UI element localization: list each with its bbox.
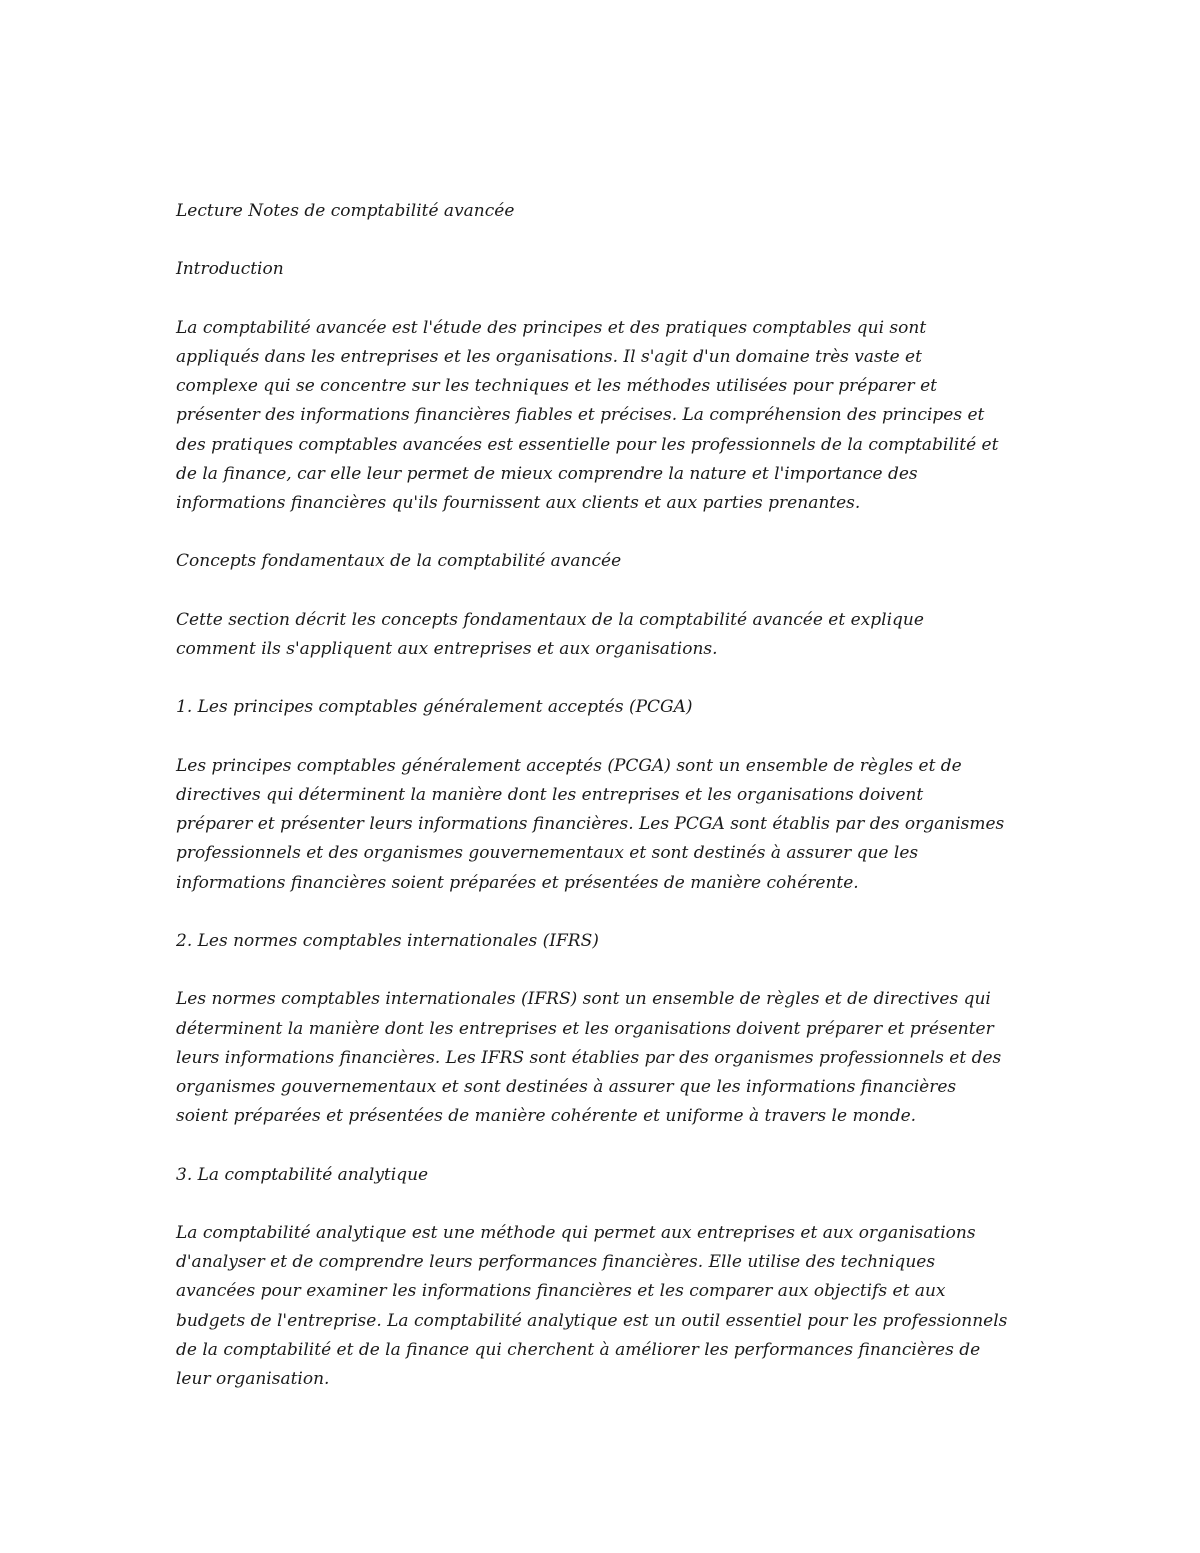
text-line: professionnels et des organismes gouvernementaux et sont destinés à assurer que les (176, 843, 919, 864)
section3-heading: 3. La comptabilité analytique (176, 1164, 429, 1185)
text-line: de la comptabilité et de la finance qui cherchent à améliorer les performances financières de (176, 1339, 981, 1360)
text-line: soient préparées et présentées de manière cohérente et uniforme à travers le monde. (176, 1106, 917, 1127)
text-line: Les principes comptables généralement acceptés (PCGA) sont un ensemble de règles et de (176, 755, 962, 776)
text-line: avancées pour examiner les informations financières et les comparer aux objectifs et aux (176, 1281, 946, 1302)
section3-paragraph (176, 1219, 1036, 1394)
text-line: comment ils s'appliquent aux entreprises et aux organisations. (176, 638, 718, 659)
section2-heading: 2. Les normes comptables internationales (IFRS) (176, 930, 599, 951)
text-line: leurs informations financières. Les IFRS sont établies par des organismes professionnels et des (176, 1047, 1002, 1068)
text-line: d'analyser et de comprendre leurs performances financières. Elle utilise des techniques (176, 1252, 936, 1273)
text-line: présenter des informations financières fiables et précises. La compréhension des principes et (176, 405, 985, 426)
text-line: appliqués dans les entreprises et les organisations. Il s'agit d'un domaine très vaste et (176, 346, 922, 367)
text-line: des pratiques comptables avancées est essentielle pour les professionnels de la comptabilité et (176, 434, 999, 455)
text-line: organismes gouvernementaux et sont destinées à assurer que les informations financières (176, 1076, 957, 1097)
section1-heading: 1. Les principes comptables généralement acceptés (PCGA) (176, 697, 693, 718)
text-line: leur organisation. (176, 1368, 330, 1389)
document-title: Lecture Notes de comptabilité avancée (176, 201, 515, 221)
text-line: complexe qui se concentre sur les techniques et les méthodes utilisées pour préparer et (176, 376, 937, 397)
text-line: de la finance, car elle leur permet de mieux comprendre la nature et l'importance des (176, 463, 918, 484)
intro-paragraph (176, 314, 1036, 518)
text-line: Les normes comptables internationales (IFRS) sont un ensemble de règles et de directives qui (176, 989, 991, 1010)
text-line: budgets de l'entreprise. La comptabilité analytique est un outil essentiel pour les professionnels (176, 1310, 1008, 1331)
text-line: informations financières qu'ils fournissent aux clients et aux parties prenantes. (176, 493, 861, 513)
text-line: déterminent la manière dont les entreprises et les organisations doivent préparer et présenter (176, 1018, 994, 1039)
text-line: directives qui déterminent la manière dont les entreprises et les organisations doivent (176, 784, 924, 805)
section1-paragraph (176, 752, 1036, 898)
text-line: informations financières soient préparées et présentées de manière cohérente. (176, 872, 859, 893)
text-line: La comptabilité avancée est l'étude des principes et des pratiques comptables qui sont (176, 317, 927, 338)
intro-heading: Introduction (176, 259, 284, 280)
text-line: La comptabilité analytique est une méthode qui permet aux entreprises et aux organisations (176, 1222, 976, 1243)
concepts-paragraph (176, 606, 1036, 664)
document-body (176, 197, 1036, 1423)
section2-paragraph (176, 985, 1036, 1131)
text-line: Cette section décrit les concepts fondamentaux de la comptabilité avancée et explique (176, 609, 924, 630)
concepts-heading: Concepts fondamentaux de la comptabilité avancée (176, 551, 622, 572)
text-line: préparer et présenter leurs informations financières. Les PCGA sont établis par des organismes (176, 814, 1005, 835)
